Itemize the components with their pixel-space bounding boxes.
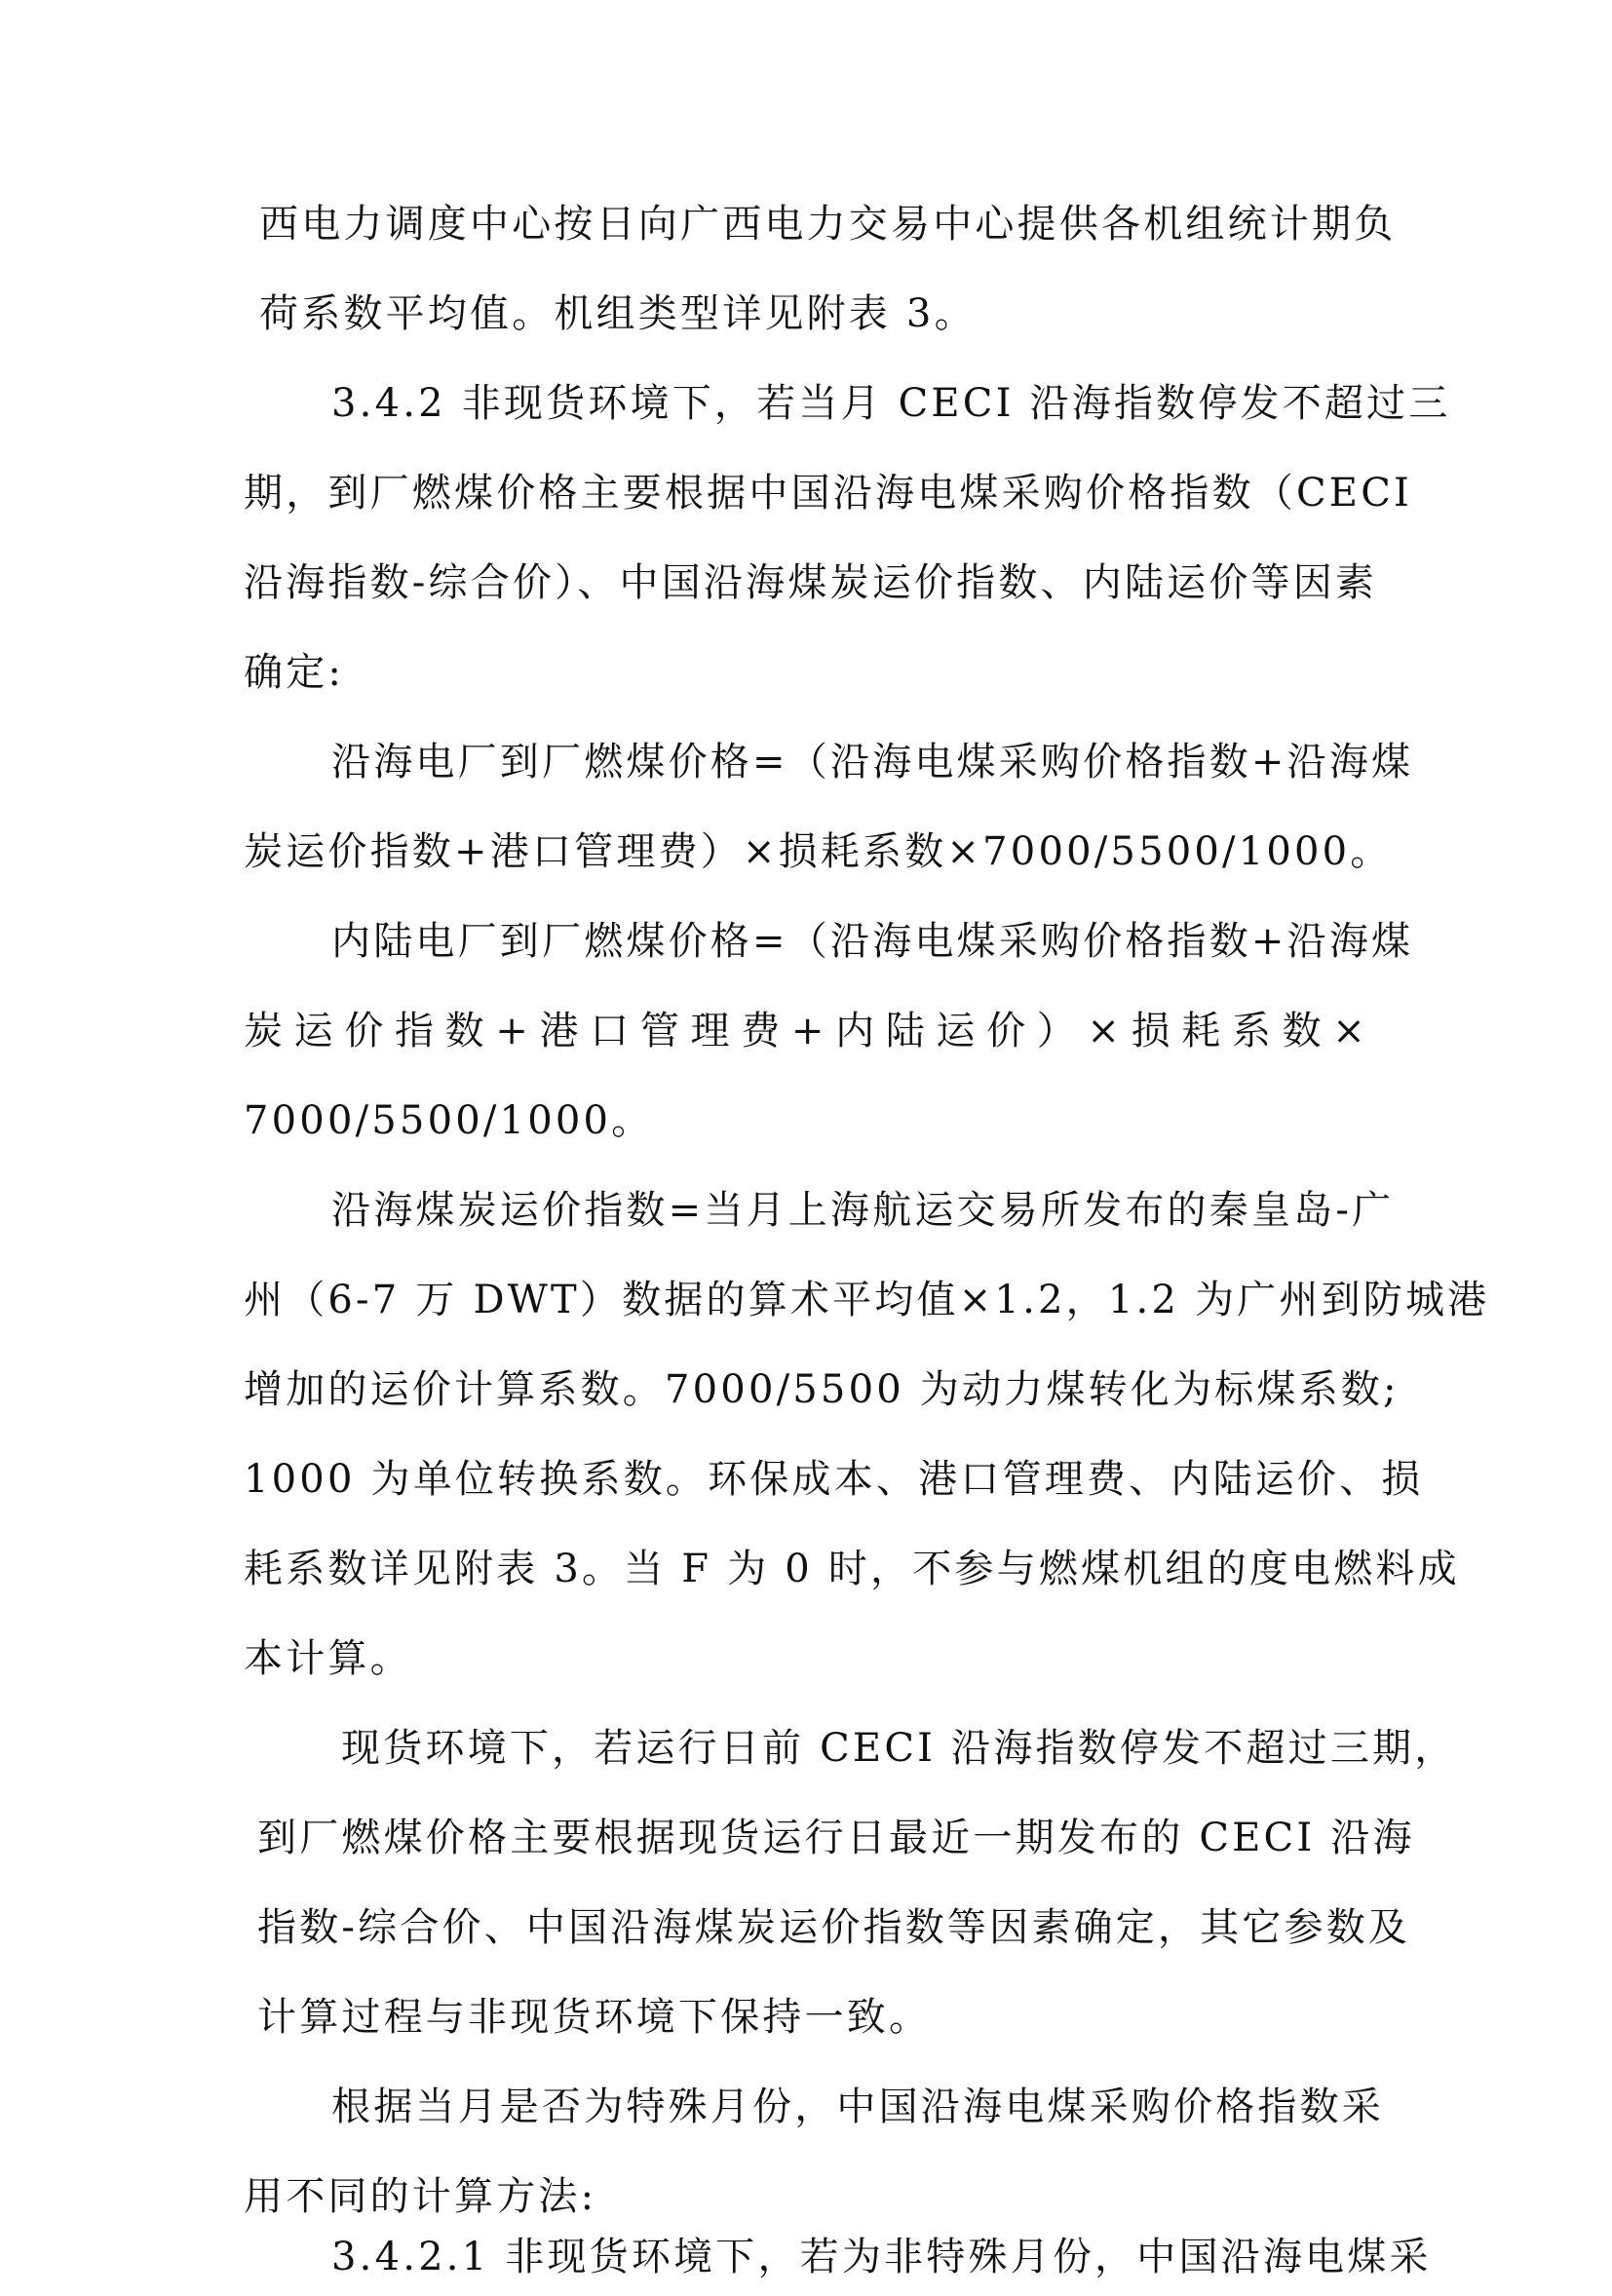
text-line: 确定:: [244, 650, 345, 695]
text-line: 沿海煤炭运价指数=当月上海航运交易所发布的秦皇岛-广: [331, 1188, 1395, 1233]
text-line: 炭运价指数+港口管理费）×损耗系数×7000/5500/1000。: [244, 829, 1393, 874]
text-line: 沿海电厂到厂燃煤价格=（沿海电煤采购价格指数+沿海煤: [331, 740, 1414, 784]
text-line: 1000 为单位转换系数。环保成本、港口管理费、内陆运价、损: [244, 1457, 1424, 1502]
text-line: 指数-综合价、中国沿海煤炭运价指数等因素确定，其它参数及: [257, 1905, 1411, 1950]
text-line: 本计算。: [244, 1636, 412, 1681]
text-line: 内陆电厂到厂燃煤价格=（沿海电煤采购价格指数+沿海煤: [331, 919, 1414, 964]
text-line: 3.4.2.1 非现货环境下，若为非特殊月份，中国沿海电煤采: [331, 2235, 1432, 2279]
text-line: 3.4.2 非现货环境下，若当月 CECI 沿海指数停发不超过三: [331, 381, 1451, 426]
text-line: 西电力调度中心按日向广西电力交易中心提供各机组统计期负: [259, 202, 1397, 247]
text-line: 到厂燃煤价格主要根据现货运行日最近一期发布的 CECI 沿海: [257, 1816, 1415, 1860]
text-line: 根据当月是否为特殊月份，中国沿海电煤采购价格指数采: [331, 2085, 1384, 2129]
text-line: 现货环境下，若运行日前 CECI 沿海指数停发不超过三期，: [341, 1726, 1457, 1771]
text-line: 荷系数平均值。机组类型详见附表 3。: [259, 291, 977, 336]
text-line: 7000/5500/1000。: [244, 1098, 654, 1143]
text-line: 沿海指数-综合价）、中国沿海煤炭运价指数、内陆运价等因素: [244, 560, 1378, 605]
text-line: 用不同的计算方法:: [244, 2174, 597, 2219]
text-line: 耗系数详见附表 3。当 F 为 0 时，不参与燃煤机组的度电燃料成: [244, 1547, 1460, 1591]
text-line: 增加的运价计算系数。7000/5500 为动力煤转化为标煤系数;: [244, 1367, 1400, 1412]
text-line: 炭运价指数+港口管理费+内陆运价）×损耗系数×: [244, 1009, 1368, 1053]
text-line: 期，到厂燃煤价格主要根据中国沿海电煤采购价格指数（CECI: [244, 471, 1413, 516]
text-line: 计算过程与非现货环境下保持一致。: [257, 1995, 932, 2040]
text-line: 州（6-7 万 DWT）数据的算术平均值×1.2，1.2 为广州到防城港: [244, 1278, 1490, 1322]
